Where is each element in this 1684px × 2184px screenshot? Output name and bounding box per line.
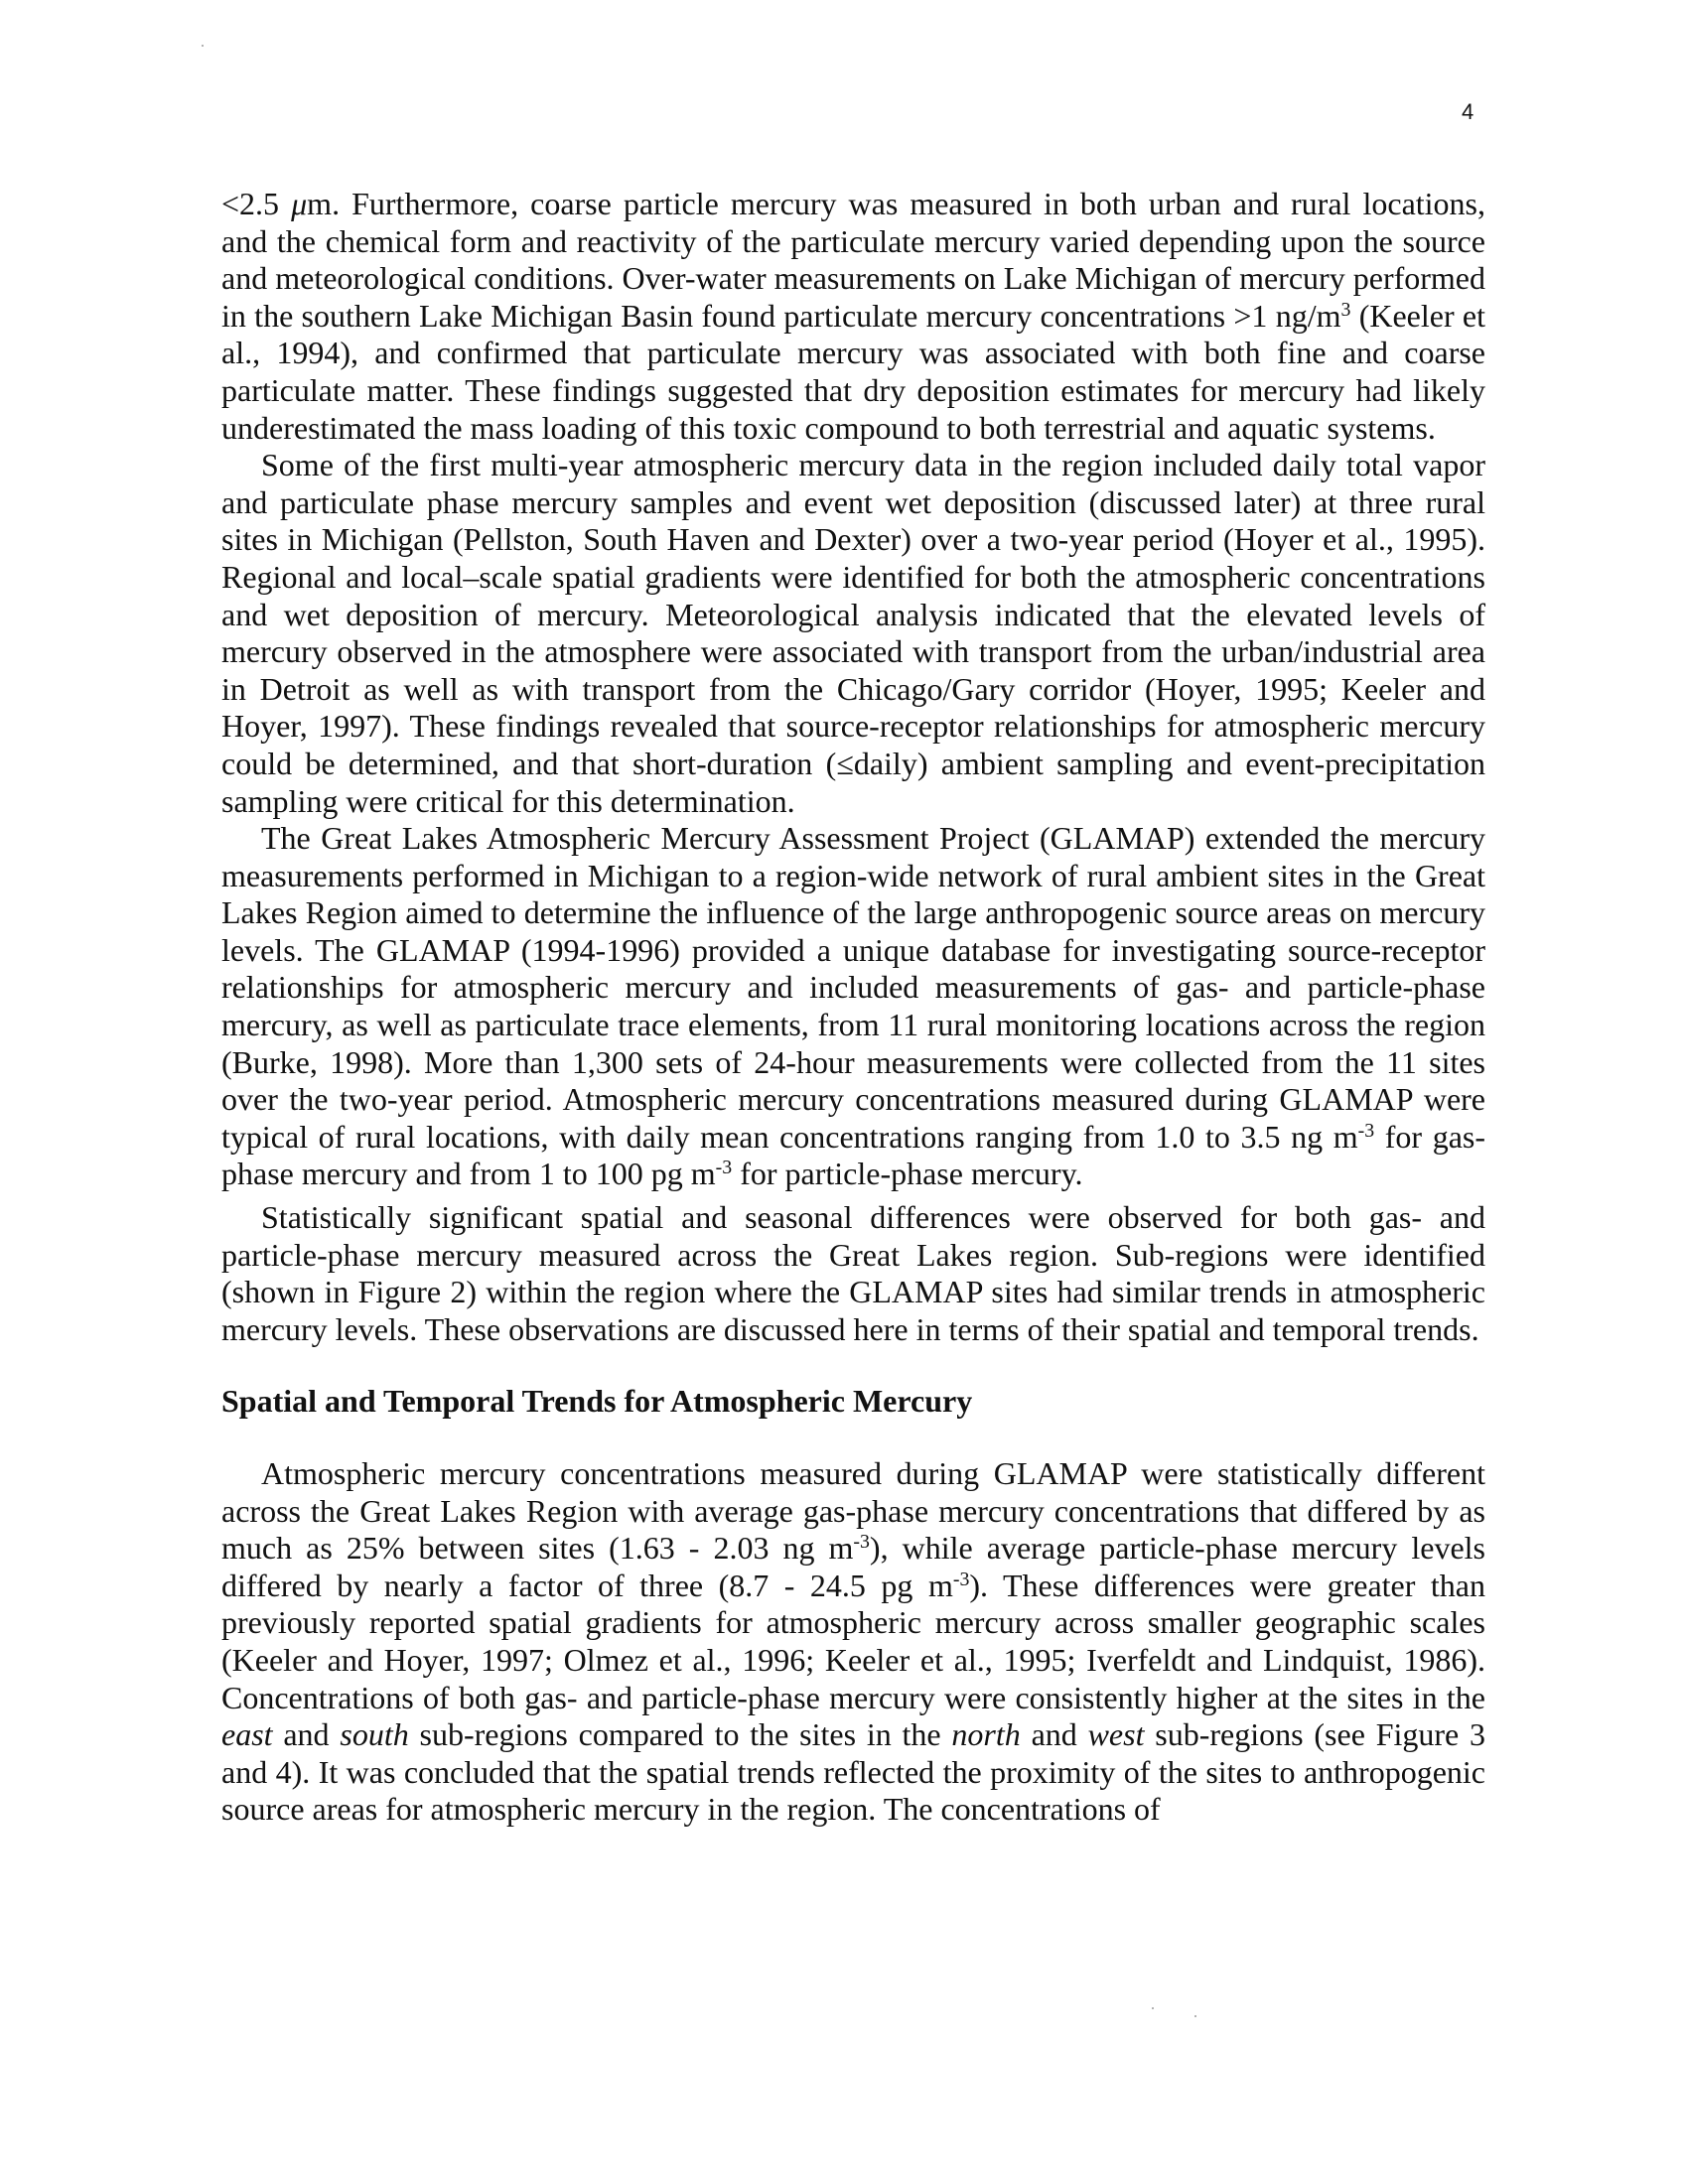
paragraph-5-text-d: and bbox=[272, 1716, 341, 1753]
paragraph-2 bbox=[221, 447, 1485, 820]
superscript: 3 bbox=[1340, 298, 1351, 321]
section-heading: Spatial and Temporal Trends for Atmospheric Mercury bbox=[221, 1383, 973, 1420]
paragraph-1-text-b: m. Furthermore, coarse particle mercury was measured in both urban and rural locations, and the chemical form and reactivity of the particulate mercury varied depending upon the source and meteorological conditions. Over-water measurements on Lake Michigan of mercury performed in the southern Lake Michigan Basin found particulate mercury concentrations >1 ng/m bbox=[221, 186, 1486, 334]
italic-west: west bbox=[1087, 1716, 1145, 1753]
paragraph-1-text-c: (Keeler et al., 1994), and confirmed that particulate mercury was associated with both fine and coarse particulate matter. These findings suggested that dry deposition estimates for mercury had likely underestimated the mass loading of this toxic compound to both terrestrial and aquatic systems. bbox=[221, 297, 1486, 446]
paragraph-1-text-a: <2.5 bbox=[221, 186, 292, 221]
document-body bbox=[221, 186, 1485, 1829]
page-number: 4 bbox=[1462, 99, 1474, 124]
paragraph-5-text-e: sub-regions compared to the sites in the bbox=[408, 1716, 952, 1753]
paragraph-5-text-c: ). These differences were greater than previously reported spatial gradients for atmospheric mercury across smaller geographic scales (Keeler and Hoyer, 1997; Olmez et al., 1996; Keeler et al., 1995; Iverfeldt and Lindquist, 1986). Concentrations of both gas- and particle-phase mercury were consistently higher at the sites in the bbox=[221, 1567, 1486, 1715]
italic-south: south bbox=[340, 1716, 409, 1753]
less-equal-symbol: ≤ bbox=[836, 745, 854, 781]
paragraph-3-text-a: The Great Lakes Atmospheric Mercury Assessment Project (GLAMAP) extended the mercury measurements performed in Michigan to a region-wide network of rural ambient sites in the Great Lakes Region aimed to determine the influence of the large anthropogenic source areas on mercury levels. The GLAMAP (1994-1996) provided a unique database for investigating source-receptor relationships for atmospheric mercury and included measurements of gas- and particle-phase mercury, as well as particulate trace elements, from 11 rural monitoring locations across the region (Burke, 1998). More than 1,300 sets of 24-hour measurements were collected from the 11 sites over the two-year period. Atmospheric mercury concentrations measured during GLAMAP were typical of rural locations, with daily mean concentrations ranging from 1.0 to 3.5 ng m bbox=[221, 820, 1485, 1155]
paragraph-3-text-b: for gas-phase mercury and from 1 to 100 pg m bbox=[221, 1118, 1486, 1192]
paragraph-2-text-a: Some of the first multi-year atmospheric mercury data in the region included daily total vapor and particulate phase mercury samples and event wet deposition (discussed later) at three rural sites in Michigan (Pellston, South Haven and Dexter) over a two-year period (Hoyer et al., 1995). Regional and local–scale spatial gradients were identified for both the atmospheric concentrations and wet deposition of mercury. Meteorological analysis indicated that the elevated levels of mercury observed in the atmosphere were associated with transport from the urban/industrial area in Detroit as well as with transport from the Chicago/Gary corridor (Hoyer, 1995; Keeler and Hoyer, 1997). These findings revealed that source-receptor relationships for atmospheric mercury could be determined, and that short-duration ( bbox=[221, 447, 1485, 781]
superscript: -3 bbox=[1357, 1119, 1375, 1142]
paragraph-5 bbox=[221, 1455, 1485, 1829]
superscript: -3 bbox=[952, 1568, 970, 1590]
paragraph-4 bbox=[221, 1199, 1485, 1348]
superscript: -3 bbox=[715, 1157, 733, 1179]
paragraph-1 bbox=[221, 186, 1485, 447]
scan-speck bbox=[1194, 2015, 1196, 2017]
paragraph-3-text-c: for particle-phase mercury. bbox=[732, 1156, 1083, 1192]
italic-east: east bbox=[221, 1716, 273, 1753]
micro-symbol: μ bbox=[291, 186, 308, 221]
paragraph-3 bbox=[221, 820, 1485, 1193]
paragraph-2-text-b: daily) ambient sampling and event-precipitation sampling were critical for this determination. bbox=[221, 745, 1486, 819]
paragraph-5-text-b: ), while average particle-phase mercury levels differed by nearly a factor of three (8.7 - 24.5 pg m bbox=[221, 1530, 1485, 1603]
scan-speck bbox=[202, 45, 204, 47]
paragraph-5-text-f: and bbox=[1020, 1716, 1088, 1753]
scan-speck bbox=[1152, 2007, 1154, 2009]
paragraph-4-text: Statistically significant spatial and seasonal differences were observed for both gas- and particle-phase mercury measured across the Great Lakes region. Sub-regions were identified (shown in Figure 2) within the region where the GLAMAP sites had similar trends in atmospheric mercury levels. These observations are discussed here in terms of their spatial and temporal trends. bbox=[221, 1199, 1485, 1347]
paragraph-5-text-a: Atmospheric mercury concentrations measured during GLAMAP were statistically different across the Great Lakes Region with average gas-phase mercury concentrations that differed by as much as 25% between sites (1.63 - 2.03 ng m bbox=[221, 1455, 1485, 1567]
paragraph-5-text-g: sub-regions (see Figure 3 and 4). It was concluded that the spatial trends reflected the proximity of the sites to anthropogenic source areas for atmospheric mercury in the region. The concentrations of bbox=[221, 1716, 1486, 1828]
italic-north: north bbox=[951, 1716, 1021, 1753]
superscript: -3 bbox=[853, 1531, 870, 1554]
